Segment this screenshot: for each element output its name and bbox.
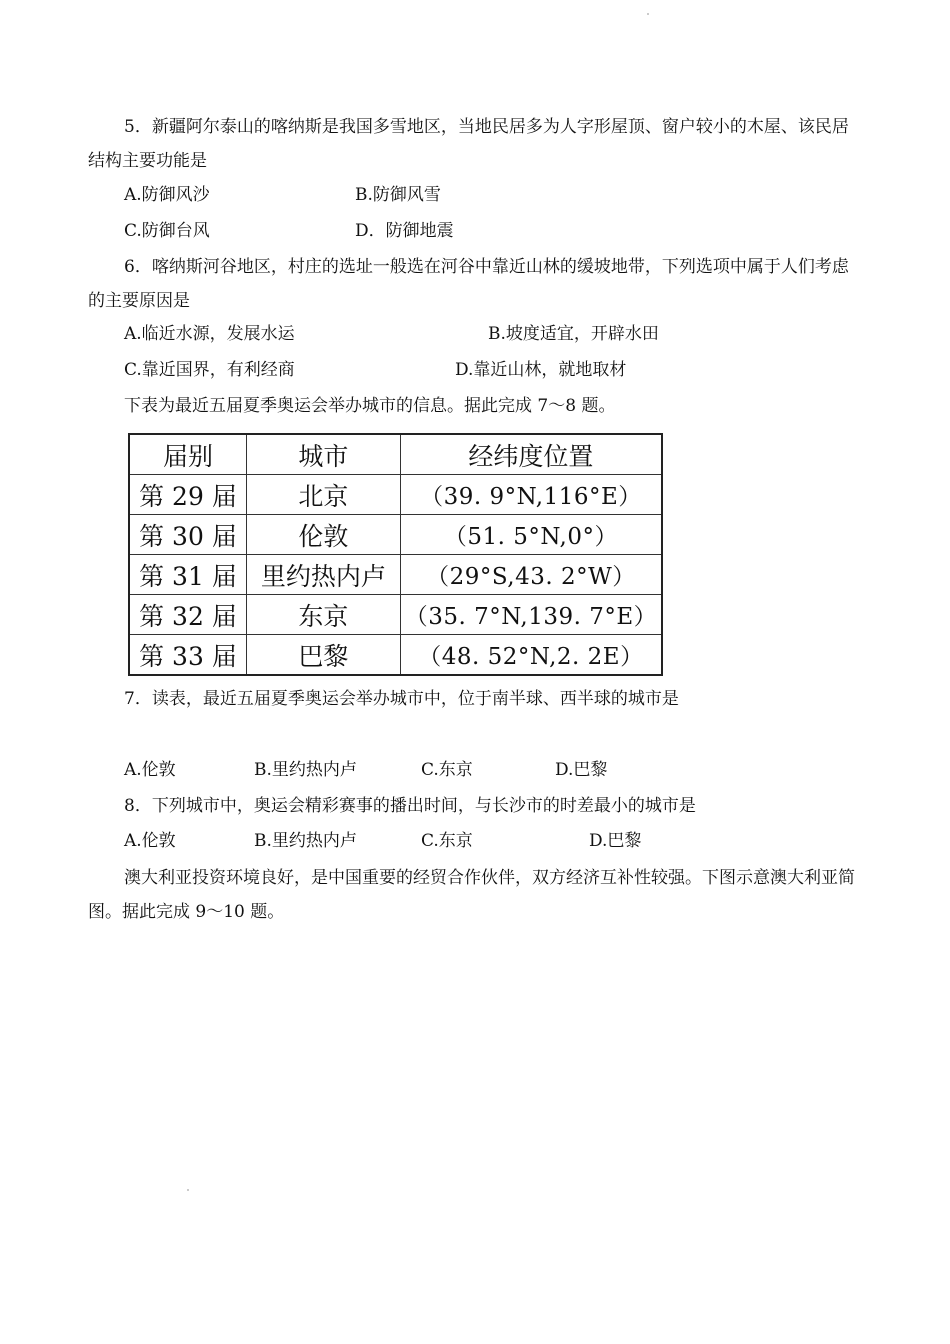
q7-option-d: D.巴黎: [555, 760, 608, 780]
q5-option-a: A.防御风沙: [124, 185, 210, 205]
q8-option-a: A.伦敦: [124, 831, 176, 851]
table-row: [129, 595, 662, 635]
table-cell-edition: 第 33 届: [129, 635, 246, 676]
table-cell-coordinates: （48. 52°N,2. 2E）: [400, 635, 662, 676]
q8-option-d: D.巴黎: [589, 831, 642, 851]
intro-7-8: 下表为最近五届夏季奥运会举办城市的信息。据此完成 7～8 题。: [124, 396, 616, 416]
table-cell-edition: 第 32 届: [129, 595, 246, 635]
table-cell-city: 伦敦: [246, 515, 400, 555]
q5-option-b: B.防御风雪: [355, 185, 441, 205]
q7-option-b: B.里约热内卢: [254, 760, 357, 780]
table-row: [129, 635, 662, 676]
table-row: [129, 515, 662, 555]
intro-9-10: 澳大利亚投资环境良好，是中国重要的经贸合作伙伴，双方经济互补性较强。下图示意澳大利亚简图。据此完成 9～10 题。: [88, 868, 855, 922]
q6-option-d: D.靠近山林，就地取材: [455, 360, 627, 380]
table-header-cell: 届别: [129, 434, 246, 475]
scan-mark: [647, 13, 649, 15]
table-cell-city: 北京: [246, 475, 400, 515]
table-header-cell: 经纬度位置: [400, 434, 662, 475]
q6-option-a: A.临近水源，发展水运: [124, 324, 295, 344]
q8-option-c: C.东京: [421, 831, 473, 851]
q5-stem: 5．新疆阿尔泰山的喀纳斯是我国多雪地区，当地民居多为人字形屋顶、窗户较小的木屋、该民居结构主要功能是: [88, 117, 849, 171]
q5-option-c: C.防御台风: [124, 221, 210, 241]
scan-mark: [187, 1189, 189, 1191]
q7-stem: 7．读表，最近五届夏季奥运会举办城市中，位于南半球、西半球的城市是: [124, 689, 679, 709]
q5-option-d: D．防御地震: [355, 221, 454, 241]
table-cell-city: 东京: [246, 595, 400, 635]
olympics-table: [128, 433, 663, 676]
q7-option-a: A.伦敦: [124, 760, 176, 780]
table-header-row: [129, 434, 662, 475]
table-cell-city: 里约热内卢: [246, 555, 400, 595]
q8-stem: 8．下列城市中，奥运会精彩赛事的播出时间，与长沙市的时差最小的城市是: [124, 796, 696, 816]
table-cell-edition: 第 29 届: [129, 475, 246, 515]
table-cell-coordinates: （29°S,43. 2°W）: [400, 555, 662, 595]
table-cell-edition: 第 30 届: [129, 515, 246, 555]
q6-option-c: C.靠近国界，有利经商: [124, 360, 295, 380]
table-cell-coordinates: （51. 5°N,0°）: [400, 515, 662, 555]
table-cell-coordinates: （39. 9°N,116°E）: [400, 475, 662, 515]
q7-option-c: C.东京: [421, 760, 473, 780]
table-cell-city: 巴黎: [246, 635, 400, 676]
table-cell-edition: 第 31 届: [129, 555, 246, 595]
table-header-cell: 城市: [246, 434, 400, 475]
q6-stem: 6．喀纳斯河谷地区，村庄的选址一般选在河谷中靠近山林的缓坡地带，下列选项中属于人们考虑的主要原因是: [88, 257, 849, 311]
q6-option-b: B.坡度适宜，开辟水田: [488, 324, 659, 344]
table-row: [129, 475, 662, 515]
q8-option-b: B.里约热内卢: [254, 831, 357, 851]
table-cell-coordinates: （35. 7°N,139. 7°E）: [400, 595, 662, 635]
table-row: [129, 555, 662, 595]
